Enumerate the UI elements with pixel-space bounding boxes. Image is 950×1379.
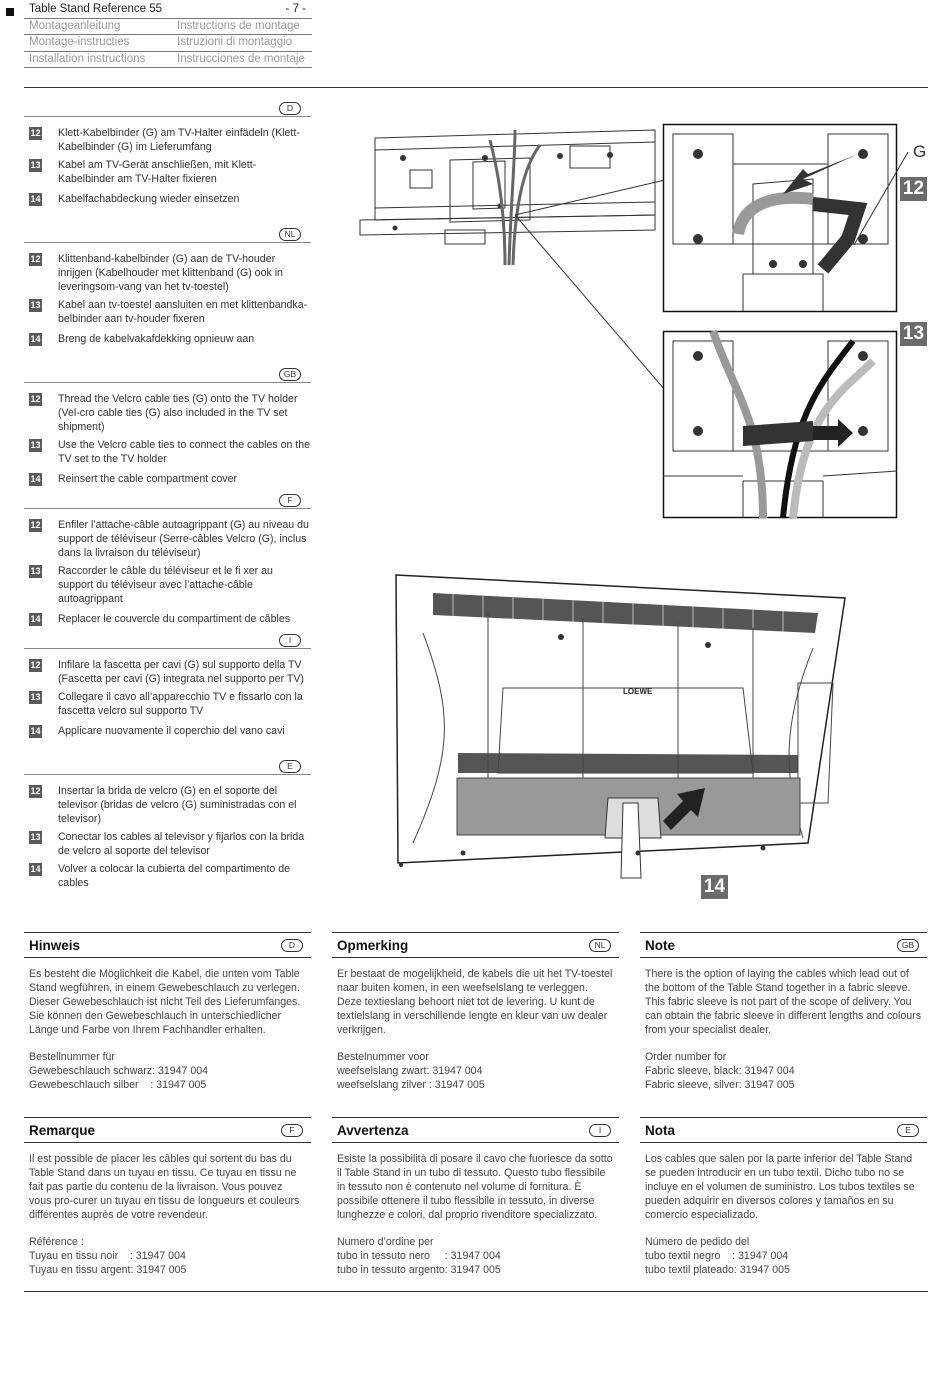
- step-text: Insertar la brida de velcro (G) en el soporte del televisor (bridas de velcro (G) suministradas con el televisor): [58, 785, 297, 825]
- note-title: Remarque: [29, 1123, 96, 1138]
- step-item: [24, 564, 311, 606]
- note-text: Esiste la possibilità di posare il cavo che fuoriesce da sotto il Table Stand in un tubo di tessuto. Questo tubo flessibile in tessuto non è contenuto nel volume di fornitura. È possibile ottenere il tubo flessibile in tessuto, in diverse lunghezze e colori, dal proprio rivenditore specializzato.: [337, 1153, 613, 1221]
- step-item: [24, 724, 311, 738]
- step-item: [24, 690, 311, 718]
- step-text: Enfiler l’attache-câble autoagrippant (G) au niveau du support de téléviseur (Serre-câbles Velcro (G), inclus dans la livraison du téléviseur): [58, 519, 309, 559]
- step-item: [24, 518, 311, 560]
- note-text: There is the option of laying the cables which lead out of the bottom of the Table Stand together in a fabric sleeve. This fabric sleeve is not part of the scope of delivery. You can obtain the fabric sleeve in different lengths and colours from your specialist dealer.: [645, 968, 922, 1036]
- language-badge: GB: [279, 368, 301, 381]
- step-item: [24, 298, 311, 326]
- language-header: [24, 634, 311, 649]
- step-item: [24, 438, 311, 466]
- instructions-de: [24, 102, 311, 206]
- note-title: Nota: [645, 1123, 675, 1138]
- step-text: Thread the Velcro cable ties (G) onto the TV holder (Vel-cro cable ties (G) also included in the TV set shipment): [58, 393, 298, 433]
- step-number: 14: [30, 474, 41, 484]
- language-badge: I: [589, 1124, 611, 1137]
- step-item: [24, 392, 311, 434]
- step-number: 12: [30, 520, 41, 530]
- note-text: Er bestaat de mogelijkheid, de kabels die uit het TV-toestel naar buiten komen, in een weefselslang te verleggen. Deze textieslang behoort niet tot de levering. U kunt de textielslang in verschillende lengte en kleur van uw dealer verkrijgen.: [337, 968, 613, 1036]
- step-text: Applicare nuovamente il coperchio del vano cavi: [58, 725, 285, 737]
- language-badge: NL: [589, 939, 611, 952]
- note-title: Opmerking: [337, 938, 409, 953]
- header-cell: Istruzioni di montaggio: [177, 36, 293, 48]
- label-g: G: [913, 142, 927, 161]
- step-text: Breng de kabelvakafdekking opnieuw aan: [58, 333, 255, 345]
- note-header: [640, 932, 927, 958]
- step-item: [24, 126, 311, 154]
- header-marker: [6, 8, 14, 16]
- header-divider: [24, 87, 928, 88]
- note-header: [24, 932, 311, 958]
- note-body: [640, 958, 927, 1093]
- header-cell: Instructions de montage: [177, 19, 300, 32]
- note-i: [332, 1117, 619, 1292]
- language-badge: D: [279, 102, 301, 115]
- note-body: [332, 958, 619, 1093]
- detail-step13-illustration: [663, 331, 897, 518]
- step-item: [24, 332, 311, 346]
- note-header: [332, 932, 619, 958]
- header-title-row: [24, 2, 312, 19]
- step-item: [24, 784, 311, 826]
- step-number: 14: [30, 334, 41, 344]
- step-text: Conectar los cables al televisor y fijarlos con la brida de velcro al soporte del televisor: [58, 831, 305, 857]
- step-number: 13: [30, 300, 41, 310]
- document-header: [24, 2, 312, 68]
- language-badge: F: [281, 1124, 303, 1137]
- step-number: 12: [30, 128, 41, 138]
- note-de: [24, 932, 311, 1107]
- note-header: [332, 1117, 619, 1143]
- step-item: [24, 252, 311, 294]
- order-numbers: Référence : Tuyau en tissu noir : 31947 004 Tuyau en tissu argent: 31947 005: [29, 1236, 187, 1277]
- step-item: [24, 472, 311, 486]
- instructions-nl: [24, 228, 311, 346]
- order-numbers: Bestellnummer für Gewebeschlauch schwarz: 31947 004 Gewebeschlauch silber : 31947 005: [29, 1051, 209, 1092]
- order-numbers: Número de pedido del tubo textil negro : 31947 004 tubo textil plateado: 31947 005: [645, 1236, 790, 1277]
- header-cell: Montageanleitung: [29, 19, 121, 32]
- step-text: Replacer le couvercle du compartiment de câbles: [58, 613, 291, 625]
- step-item: [24, 192, 311, 206]
- language-header: [24, 102, 311, 117]
- header-row: [24, 35, 312, 52]
- step-item: [24, 658, 311, 686]
- step-number: 12: [30, 394, 41, 404]
- step-number: 14: [30, 864, 41, 874]
- footer-divider: [24, 1291, 928, 1292]
- note-title: Avvertenza: [337, 1123, 409, 1138]
- step-number: 12: [30, 660, 41, 670]
- note-e: [640, 1117, 927, 1292]
- step-number: 12: [30, 254, 41, 264]
- step-text: Reinsert the cable compartment cover: [58, 473, 237, 485]
- header-row: [24, 19, 312, 36]
- step-number: 13: [30, 160, 41, 170]
- note-header: [24, 1117, 311, 1143]
- note-header: [640, 1117, 927, 1143]
- note-text: Il est possible de placer les câbles qui sortent du bas du Table Stand dans un tuyau en tissu. Ce tuyau en tissu ne fait pas partie du contenu de la livraison. Vous pouvez vous pro-curer un tuyau en tissu de longueurs et couleurs différentes auprès de votre revendeur.: [29, 1153, 300, 1221]
- tv-holder-overview-illustration: [355, 120, 675, 270]
- header-cell: Montage-instructies: [29, 36, 130, 48]
- step-number: 13: [30, 440, 41, 450]
- step-text: Klett-Kabelbinder (G) am TV-Halter einfädeln (Klett-Kabelbinder (G) im Lieferumfang: [58, 127, 300, 153]
- header-cell: Instrucciones de montaje: [177, 52, 305, 65]
- step-number: 13: [30, 566, 41, 576]
- note-f: [24, 1117, 311, 1292]
- language-badge: D: [281, 939, 303, 952]
- note-gb: [640, 932, 927, 1107]
- step-number: 13: [30, 832, 41, 842]
- language-badge: I: [279, 634, 301, 647]
- figure-number-12: 12: [900, 177, 927, 201]
- step-text: Use the Velcro cable ties to connect the cables on the TV set to the TV holder: [58, 439, 311, 465]
- note-title: Hinweis: [29, 938, 81, 953]
- order-numbers: Numero d’ordine per tubo in tessuto nero : 31947 004 tubo in tessuto argento: 31947 005: [337, 1236, 501, 1277]
- figure-number-13: 13: [900, 322, 927, 346]
- step-number: 12: [30, 786, 41, 796]
- language-badge: NL: [279, 228, 301, 241]
- tv-brand-label: LOEWE: [623, 687, 653, 696]
- step-text: Klittenband-kabelbinder (G) aan de TV-houder inrijgen (Kabelhouder met klittenband (G) ook in leveringsom-vang van het tv-toestel): [58, 253, 283, 293]
- note-body: [24, 958, 311, 1093]
- step-item: [24, 830, 311, 858]
- step-number: 14: [30, 726, 41, 736]
- instructions-i: [24, 634, 311, 738]
- step-text: Collegare il cavo all’apparecchio TV e fissarlo con la fascetta velcro sul supporto TV: [58, 691, 303, 717]
- step-number: 14: [30, 194, 41, 204]
- header-cell: Installation instructions: [29, 52, 146, 65]
- note-title: Note: [645, 938, 675, 953]
- instructions-gb: [24, 368, 311, 486]
- step-number: 13: [30, 692, 41, 702]
- step-item: [24, 612, 311, 626]
- language-header: [24, 494, 311, 509]
- document-title: Table Stand Reference 55: [29, 3, 162, 15]
- page-number: - 7 -: [285, 3, 306, 15]
- step-text: Kabel aan tv-toestel aansluiten en met klittenbandka-belbinder aan tv-houder fixeren: [58, 299, 308, 325]
- figure-number-14: 14: [701, 875, 728, 899]
- step-item: [24, 158, 311, 186]
- note-text: Es besteht die Möglichkeit die Kabel, die unten vom Table Stand wegführen, in einem Gewebeschlauch zu verlegen. Dieser Gewebeschlauch ist nicht Teil des Lieferumfanges. Sie können den Gewebeschlauch in unterschiedlicher Länge und Farbe von Ihrem Fachhändler erhalten.: [29, 968, 301, 1036]
- step-text: Kabel am TV-Gerät anschließen, mit Klett-Kabelbinder am TV-Halter fixieren: [58, 159, 257, 185]
- language-header: [24, 760, 311, 775]
- note-nl: [332, 932, 619, 1107]
- header-row: [24, 52, 312, 69]
- language-header: [24, 228, 311, 243]
- language-badge: E: [897, 1124, 919, 1137]
- step-text: Kabelfachabdeckung wieder einsetzen: [58, 193, 240, 205]
- tv-back-illustration: [393, 573, 848, 878]
- language-badge: E: [279, 760, 301, 773]
- language-badge: F: [279, 494, 301, 507]
- instructions-e: [24, 760, 311, 890]
- language-badge: GB: [897, 939, 919, 952]
- note-body: [640, 1143, 927, 1278]
- order-numbers: Order number for Fabric sleeve, black: 31947 004 Fabric sleeve, silver: 31947 005: [645, 1051, 795, 1092]
- language-header: [24, 368, 311, 383]
- note-body: [24, 1143, 311, 1278]
- step-text: Volver a colocar la cubierta del compartimento de cables: [58, 863, 291, 889]
- step-text: Infilare la fascetta per cavi (G) sul supporto della TV (Fascetta per cavi (G) integrata nel supporto per TV): [58, 659, 304, 685]
- order-numbers: Bestelnummer voor weefselslang zwart: 31947 004 weefselslang zilver : 31947 005: [337, 1051, 485, 1092]
- note-body: [332, 1143, 619, 1278]
- step-number: 14: [30, 614, 41, 624]
- note-text: Los cables que salen por la parte inferior del Table Stand se pueden introducir en un tubo textil. Dicho tubo no se incluye en el volumen de suministro. Los tubos textiles se pueden adquirir en diversos colores y tamaños en su comercio especializado.: [645, 1153, 915, 1221]
- step-text: Raccorder le câble du téléviseur et le fi xer au support du téléviseur avec l’attache-câble autoagrippant: [58, 565, 273, 605]
- instructions-f: [24, 494, 311, 626]
- step-item: [24, 862, 311, 890]
